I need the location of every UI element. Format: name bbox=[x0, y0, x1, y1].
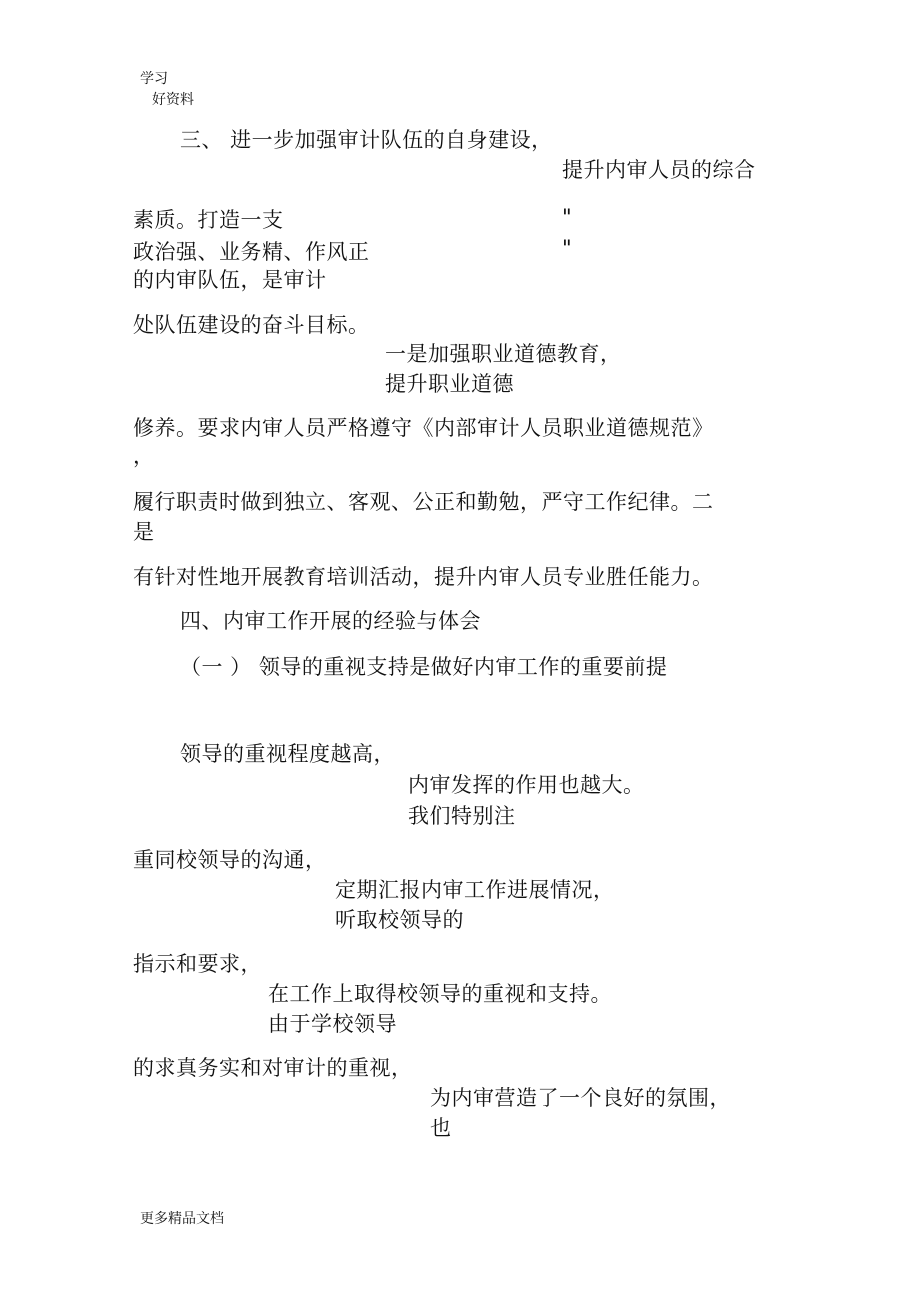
footer-text: 更多精品文档 bbox=[140, 1211, 224, 1227]
subsection-heading: （一 ） 领导的重视支持是做好内审工作的重要前提 bbox=[180, 655, 668, 679]
quote-mark: " bbox=[562, 205, 573, 229]
text-line: 是 bbox=[133, 520, 155, 544]
header-line-1: 学习 bbox=[140, 71, 168, 87]
text-line: 有针对性地开展教育培训活动，提升内审人员专业胜任能力。 bbox=[133, 565, 714, 589]
text-line: 提升内审人员的综合 bbox=[562, 158, 756, 182]
text-line: 领导的重视程度越高， bbox=[180, 742, 395, 766]
text-line: 为内审营造了一个良好的氛围， bbox=[430, 1086, 731, 1110]
text-line: 处队伍建设的奋斗目标。 bbox=[133, 313, 370, 337]
section-4-heading: 四、内审工作开展的经验与体会 bbox=[180, 609, 481, 633]
text-line: 政治强、业务精、作风正 bbox=[133, 240, 370, 264]
text-line: 指示和要求， bbox=[133, 952, 262, 976]
text-line: 在工作上取得校领导的重视和支持。 bbox=[268, 982, 612, 1006]
quote-mark: " bbox=[562, 236, 573, 260]
text-line: ， bbox=[133, 444, 155, 468]
text-line: 也 bbox=[430, 1116, 452, 1140]
text-line: 听取校领导的 bbox=[335, 908, 464, 932]
text-line: 定期汇报内审工作进展情况， bbox=[335, 878, 615, 902]
section-3-heading: 三、 进一步加强审计队伍的自身建设， bbox=[180, 128, 553, 152]
text-line: 一是加强职业道德教育， bbox=[385, 342, 622, 366]
text-line: 提升职业道德 bbox=[385, 372, 514, 396]
text-line: 我们特别注 bbox=[408, 804, 516, 828]
text-line: 由于学校领导 bbox=[268, 1012, 397, 1036]
text-line: 履行职责时做到独立、客观、公正和勤勉，严守工作纪律。二 bbox=[133, 490, 714, 514]
text-line: 素质。打造一支 bbox=[133, 208, 284, 232]
text-line: 的求真务实和对审计的重视， bbox=[133, 1056, 413, 1080]
header-line-2: 好资料 bbox=[152, 92, 194, 108]
text-line: 的内审队伍，是审计 bbox=[133, 268, 327, 292]
text-line: 修养。要求内审人员严格遵守《内部审计人员职业道德规范》 bbox=[133, 416, 714, 440]
text-line: 重同校领导的沟通， bbox=[133, 848, 327, 872]
text-line: 内审发挥的作用也越大。 bbox=[408, 773, 645, 797]
